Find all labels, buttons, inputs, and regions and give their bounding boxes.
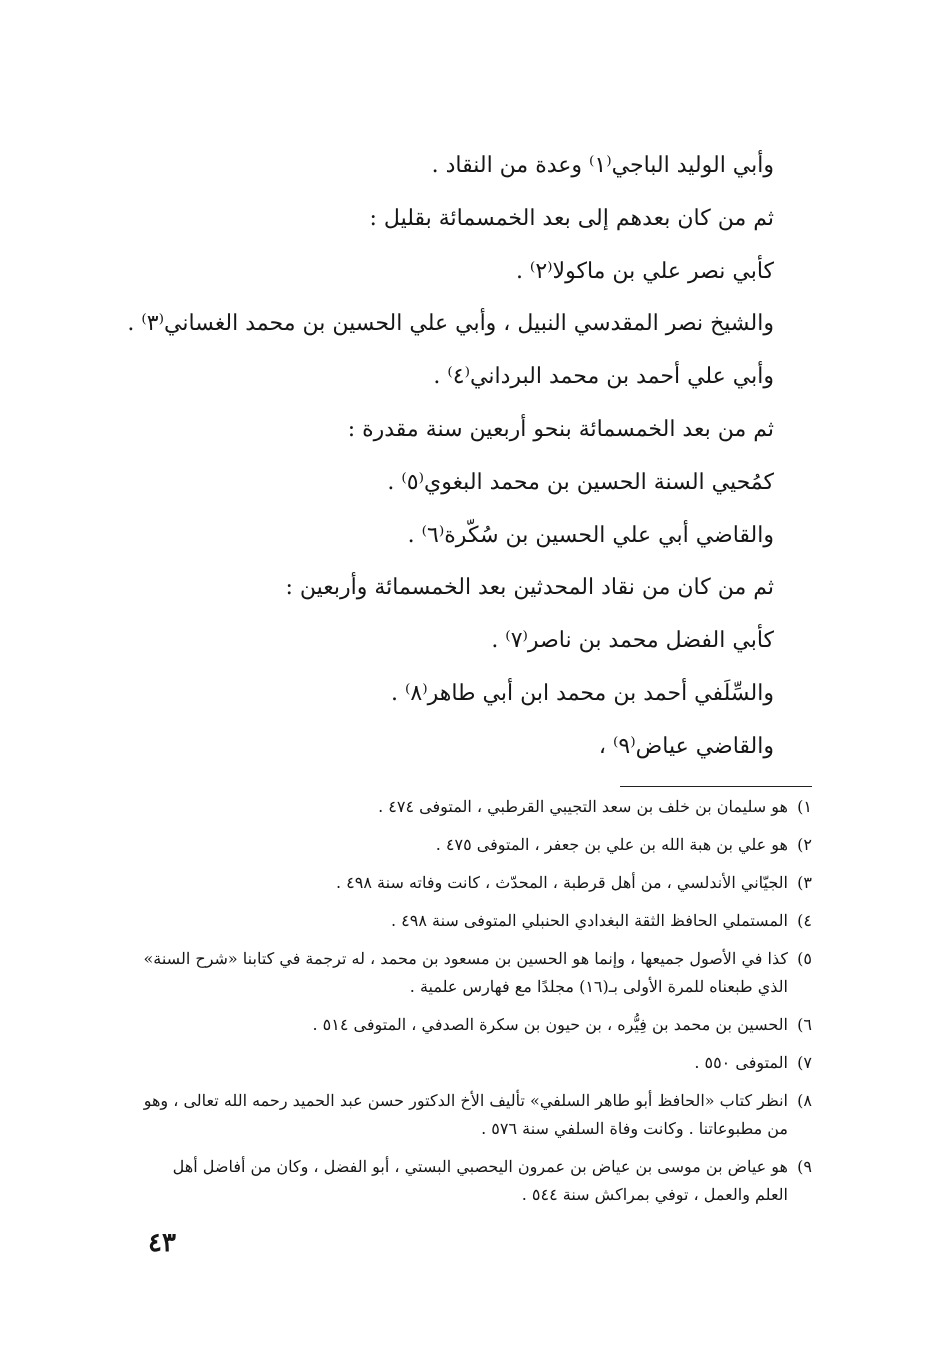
text-line: كمُحيي السنة الحسين بن محمد البغوي⁽٥⁾ . xyxy=(387,469,774,495)
footnote-text: انظر كتاب «الحافظ أبو طاهر السلفي» تأليف الأخ الدكتور حسن عبد الحميد رحمه الله تعالى ، وهو من مطبوعاتنا . وكانت وفاة السلفي سنة ٥٧٦ . xyxy=(143,1091,788,1138)
page-number: ٤٣ xyxy=(148,1228,176,1258)
text-line: والسِّلَفي أحمد بن محمد ابن أبي طاهر⁽٨⁾ . xyxy=(390,680,774,706)
footnote-number: ٦) xyxy=(797,1015,812,1034)
footnote-number: ٨) xyxy=(797,1091,812,1110)
footnote xyxy=(140,831,812,859)
footnote-number: ٥) xyxy=(797,949,812,968)
footnote-text: هو سليمان بن خلف بن سعد التجيبي القرطبي ، المتوفى ٤٧٤ . xyxy=(378,797,788,816)
footnote xyxy=(140,1087,812,1143)
footnote-text: الحسين بن محمد بن فِيُّره ، بن حيون بن سكرة الصدفي ، المتوفى ٥١٤ . xyxy=(312,1015,788,1034)
footnote xyxy=(140,945,812,1001)
footnote-number: ٩) xyxy=(797,1157,812,1176)
footnote-separator xyxy=(620,786,812,787)
text-line: ثم من بعد الخمسمائة بنحو أربعين سنة مقدرة : xyxy=(347,416,774,442)
footnote-number: ١) xyxy=(797,797,812,816)
text-line: وأبي علي أحمد بن محمد البرداني⁽٤⁾ . xyxy=(433,364,774,390)
footnote xyxy=(140,1153,812,1209)
footnote-text: الجيّاني الأندلسي ، من أهل قرطبة ، المحدّث ، كانت وفاته سنة ٤٩٨ . xyxy=(336,873,788,892)
footnote xyxy=(140,1011,812,1039)
footnote-text: هو علي بن هبة الله بن علي بن جعفر ، المتوفى ٤٧٥ . xyxy=(435,835,788,854)
footnote-number: ٢) xyxy=(797,835,812,854)
footnote-text: المستملي الحافظ الثقة البغدادي الحنبلي المتوفى سنة ٤٩٨ . xyxy=(390,911,788,930)
text-line: كأبي نصر علي بن ماكولا⁽٢⁾ . xyxy=(515,258,774,284)
footnote-text: المتوفى ٥٥٠ . xyxy=(694,1053,788,1072)
text-line: وأبي الوليد الباجي⁽١⁾ وعدة من النقاد . xyxy=(431,153,774,178)
footnotes-section xyxy=(140,793,812,1219)
footnote xyxy=(140,907,812,935)
footnote-number: ٤) xyxy=(797,911,812,930)
text-line: والقاضي عياض⁽٩⁾ ، xyxy=(598,733,774,759)
text-line: ثم من كان بعدهم إلى بعد الخمسمائة بقليل : xyxy=(369,205,774,231)
footnote-text: هو عياض بن موسى بن عياض بن عمرون اليحصبي البستي ، أبو الفضل ، وكان من أفاضل أهل العلم والعمل ، توفي بمراكش سنة ٥٤٤ . xyxy=(172,1157,788,1204)
footnote-number: ٧) xyxy=(797,1053,812,1072)
text-line: والقاضي أبي علي الحسين بن سُكّرة⁽٦⁾ . xyxy=(407,522,774,548)
text-line: كأبي الفضل محمد بن ناصر⁽٧⁾ . xyxy=(491,628,774,654)
footnote-text: كذا في الأصول جميعها ، وإنما هو الحسين بن مسعود بن محمد ، له ترجمة في كتابنا «شرح السنة» الذي طبعناه للمرة الأولى بـ(١٦) مجلدًا مع فهارس علمية . xyxy=(143,949,788,996)
text-line: ثم من كان من نقاد المحدثين بعد الخمسمائة وأربعين : xyxy=(285,575,774,601)
main-text xyxy=(127,140,780,774)
footnote-number: ٣) xyxy=(797,873,812,892)
footnote xyxy=(140,1049,812,1077)
text-line: والشيخ نصر المقدسي النبيل ، وأبي علي الحسين بن محمد الغساني⁽٣⁾ . xyxy=(127,311,774,337)
footnote xyxy=(140,793,812,821)
footnote xyxy=(140,869,812,897)
